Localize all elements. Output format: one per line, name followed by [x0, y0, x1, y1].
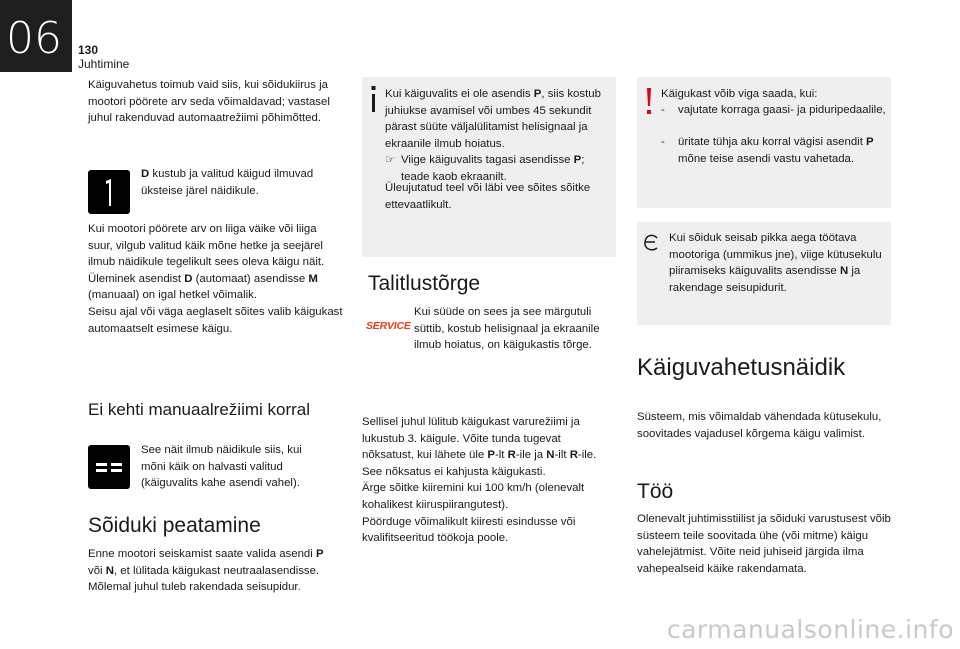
warning-exclamation-icon: [642, 86, 656, 116]
shift-indicator-paragraph: Süsteem, mis võimaldab vähendada kütusekulu, soovitades vajadusel kõrgema käigu valimist.: [637, 411, 882, 440]
info-flood-note: Üleujutatud teel või läbi vee sõites sõitke ettevaatlikult.: [385, 182, 591, 211]
shift-indicator-heading: Käiguvahetusnäidik: [637, 354, 846, 381]
warning-intro: Käigukast võib viga saada, kui:: [661, 88, 818, 100]
manual-note: See näit ilmub näidikule siis, kui mõni käik on halvasti valitud (käiguvalits kahe asendi vahel).: [141, 444, 302, 490]
malfunction-note: Kui süüde on sees ja see märgutuli süttib, kostub helisignaal ja ekraanile ilmub hoiatus, on käigukastis tõrge.: [414, 306, 600, 352]
operation-paragraph: Olenevalt juhtimisstiilist ja sõiduki varustusest võib süsteem teile soovitada ühe (või mitme) käigu vahelejätmist. Võite neid juhiseid järgida ilma vahepealseid käike rakendamata.: [637, 513, 891, 575]
vehicle-stop-paragraph: Enne mootori seiskamist saate valida asendi P või N, et lülitada käigukast neutraalasendisse. Mõlemal juhul tuleb rakendada seisupidur.: [88, 548, 324, 594]
gear-display-1-icon: [88, 170, 130, 214]
section-name: Juhtimine: [78, 57, 130, 71]
info-text: Kui käiguvalits ei ole asendis P, siis kostub juhiukse avamisel või umbes 45 sekundit pärast süüte väljalülitamist helisignaal ja ekraanile ilmub hoiatus.: [385, 88, 601, 150]
service-warning-icon: SERVICE: [366, 320, 411, 332]
chapter-tab: 06: [0, 0, 72, 72]
info-icon: [368, 84, 380, 114]
gear-display-dashes-icon: [88, 445, 130, 489]
malfunction-heading: Talitlustõrge: [368, 272, 481, 295]
eco-leaf-icon: [642, 232, 660, 254]
intro-paragraph: Käiguvahetus toimub vaid siis, kui sõidukiirus ja mootori pöörete arv seda võimaldavad; vastasel juhul rakenduvad automaatrežiimi põhimõtted.: [88, 79, 330, 125]
rpm-paragraph: Kui mootori pöörete arv on liiga väike või liiga suur, vilgub valitud käik mõne hetke ja seejärel ilmub näidikule tegelikult sees oleva käigu näit. Üleminek asendist D (automaat) asendisse M (manuaal) on igal hetkel võimalik. Seisu ajal või väga aeglaselt sõites valib käigukast automaatselt esimese käigu.: [88, 223, 343, 335]
operation-heading: Töö: [637, 480, 674, 503]
watermark: carmanualsonline.info: [666, 615, 954, 644]
hand-pointer-icon: ☞: [385, 154, 396, 166]
vehicle-stop-heading: Sõiduki peatamine: [88, 514, 261, 537]
eco-note: Kui sõiduk seisab pikka aega töötava mootoriga (ummikus jne), viige kütusekulu piiramiseks käiguvalits asendisse N ja rakendage seisupidurit.: [669, 232, 882, 294]
manual-mode-heading: Ei kehti manuaalrežiimi korral: [88, 400, 311, 419]
d-note: D kustub ja valitud käigud ilmuvad üksteise järel näidikule.: [141, 168, 314, 197]
warning-item-1: - vajutate korraga gaasi- ja piduripedaalile,: [661, 104, 886, 116]
info-bullet: ☞ Viige käiguvalits tagasi asendisse P; teade kaob ekraanilt.: [385, 152, 611, 185]
page-number: 130: [78, 43, 99, 57]
warning-item-2: - üritate tühja aku korral vägisi asendit P mõne teise asendi vastu vahetada.: [661, 136, 874, 165]
malfunction-paragraph: Sellisel juhul lülitub käigukast varurežiimi ja lukustub 3. käigule. Võite tunda tugevat nõksatust, kui lähete üle P-lt R-ile ja N-ilt R-ile. See nõksatus ei kahjusta käigukasti. Ärge sõitke kiiremini kui 100 km/h (olenevalt kohalikest kiiruspiirangutest). Pöörduge võimalikult kiiresti esindusse või kvalifitseeritud töökoja poole.: [362, 416, 597, 545]
